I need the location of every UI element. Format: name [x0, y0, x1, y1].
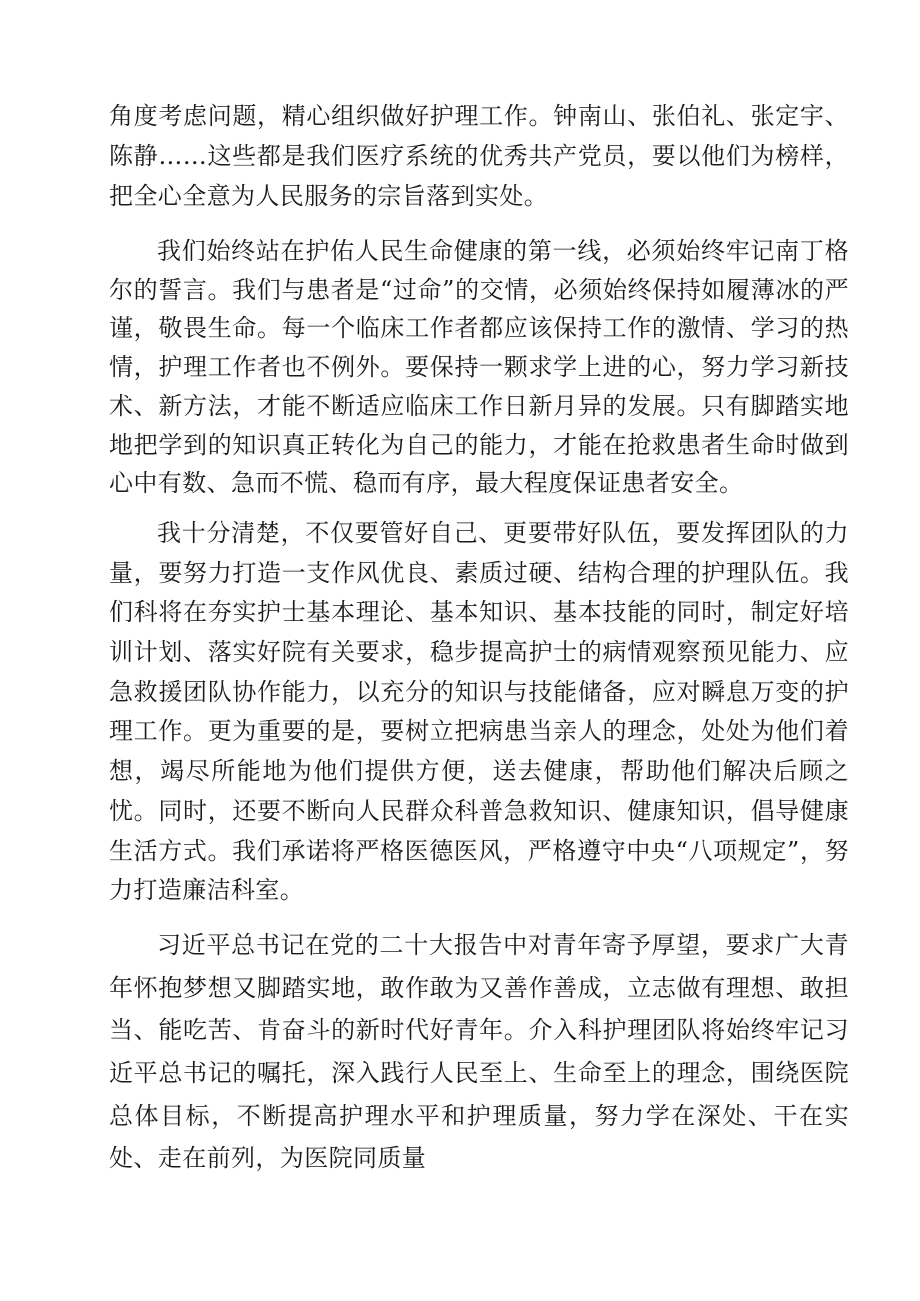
paragraph-2: 我们始终站在护佑人民生命健康的第一线，必须始终牢记南丁格尔的誓言。我们与患者是“过命”的交情，必须始终保持如履薄冰的严谨，敬畏生命。每一个临床工作者都应该保持工作的激情、学习的热情，护理工作者也不例外。要保持一颗求学上进的心，努力学习新技术、新方法，才能不断适应临床工作日新月异的发展。只有脚踏实地地把学到的知识真正转化为自己的能力，才能在抢救患者生命时做到心中有数、急而不慌、稳而有序，最大程度保证患者安全。	[109, 237, 849, 498]
paragraph-4: 习近平总书记在党的二十大报告中对青年寄予厚望，要求广大青年怀抱梦想又脚踏实地，敢作敢为又善作善成，立志做有理想、敢担当、能吃苦、肯奋斗的新时代好青年。介入科护理团队将始终牢记习近平总书记的嘱托，深入践行人民至上、生命至上的理念，围绕医院总体目标，不断提高护理水平和护理质量，努力学在深处、干在实处、走在前列，为医院同质量	[109, 930, 849, 1173]
paragraph-1: 角度考虑问题，精心组织做好护理工作。钟南山、张伯礼、张定宇、陈静……这些都是我们医疗系统的优秀共产党员，要以他们为榜样，把全心全意为人民服务的宗旨落到实处。	[109, 102, 849, 210]
paragraph-3: 我十分清楚，不仅要管好自己、更要带好队伍，要发挥团队的力量，要努力打造一支作风优良、素质过硬、结构合理的护理队伍。我们科将在夯实护士基本理论、基本知识、基本技能的同时，制定好培训计划、落实好院有关要求，稳步提高护士的病情观察预见能力、应急救援团队协作能力，以充分的知识与技能储备，应对瞬息万变的护理工作。更为重要的是，要树立把病患当亲人的理念，处处为他们着想，竭尽所能地为他们提供方便，送去健康，帮助他们解决后顾之忧。同时，还要不断向人民群众科普急救知识、健康知识，倡导健康生活方式。我们承诺将严格医德医风，严格遵守中央“八项规定”，努力打造廉洁科室。	[109, 518, 849, 905]
document-body	[109, 96, 849, 1180]
